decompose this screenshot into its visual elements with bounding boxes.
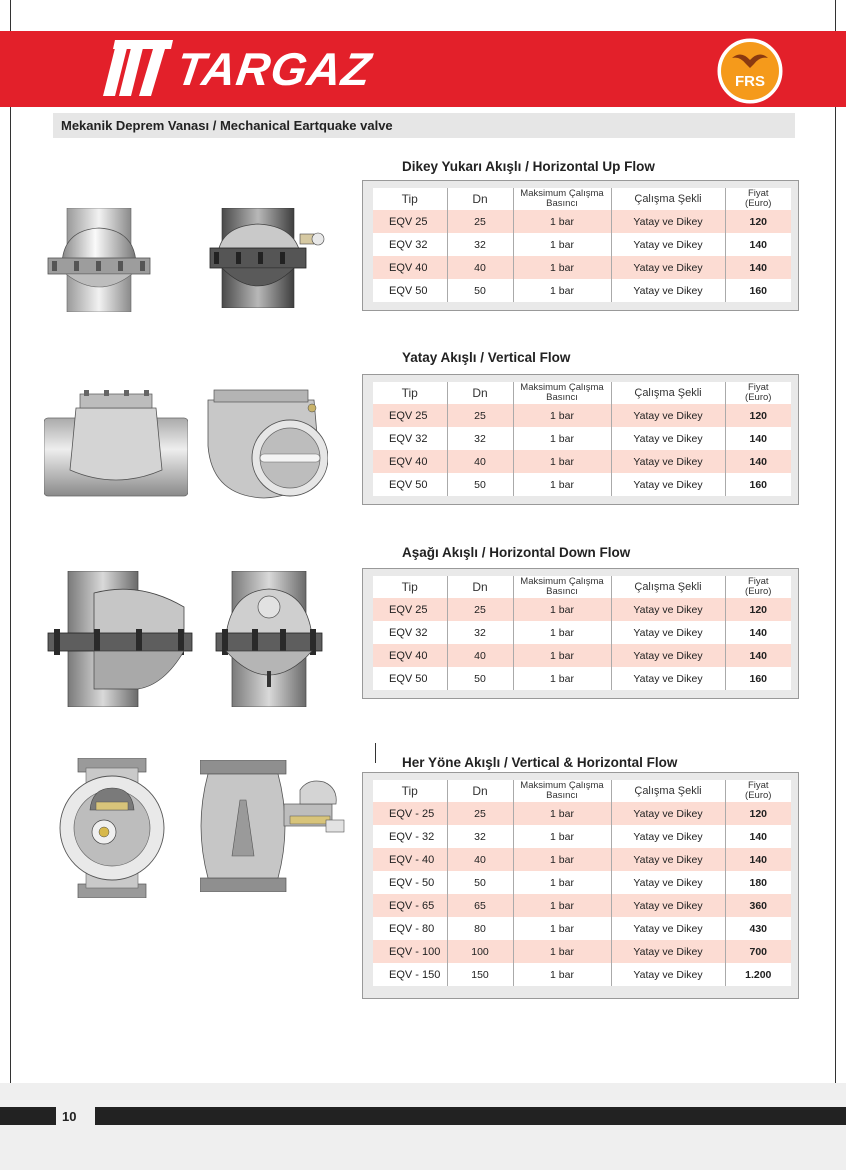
price-table-all-directions xyxy=(362,772,799,999)
table-row: EQV - 80 80 1 bar Yatay ve Dikey 430 xyxy=(373,917,791,940)
table-row: EQV 50 50 1 bar Yatay ve Dikey 160 xyxy=(373,279,791,302)
targaz-logo-mark-icon xyxy=(95,38,173,100)
table-row: EQV 40 40 1 bar Yatay ve Dikey 140 xyxy=(373,256,791,279)
table-row: EQV 32 32 1 bar Yatay ve Dikey 140 xyxy=(373,427,791,450)
table-row: EQV - 25 25 1 bar Yatay ve Dikey 120 xyxy=(373,802,791,825)
header-mode: Çalışma Şekli xyxy=(611,188,725,210)
header-pressure: Maksimum Çalışma Basıncı xyxy=(513,188,611,210)
table-header-row: Tip Dn Maksimum Çalışma Basıncı Çalışma Şekli Fiyat (Euro) xyxy=(373,576,791,598)
table-row: EQV - 150 150 1 bar Yatay ve Dikey 1.200 xyxy=(373,963,791,986)
table-row: EQV 50 50 1 bar Yatay ve Dikey 160 xyxy=(373,473,791,496)
table-row: EQV 25 25 1 bar Yatay ve Dikey 120 xyxy=(373,404,791,427)
frs-badge-icon xyxy=(708,36,792,106)
badge-text: FRS xyxy=(735,73,765,90)
table-row: EQV - 100 100 1 bar Yatay ve Dikey 700 xyxy=(373,940,791,963)
section-title-vertical-flow: Yatay Akışlı / Vertical Flow xyxy=(402,350,571,365)
footer-band xyxy=(0,1083,846,1170)
table-row: EQV 50 50 1 bar Yatay ve Dikey 160 xyxy=(373,667,791,690)
brand-name: TARGAZ xyxy=(173,43,375,95)
header-price: Fiyat (Euro) xyxy=(725,188,791,210)
valve-all-direction-side-icon xyxy=(200,760,352,892)
table-row: EQV 40 40 1 bar Yatay ve Dikey 140 xyxy=(373,644,791,667)
valve-up-flow-front-icon xyxy=(44,208,154,312)
table-row: EQV 25 25 1 bar Yatay ve Dikey 120 xyxy=(373,598,791,621)
valve-down-flow-front-icon xyxy=(44,571,194,707)
subtitle-bar xyxy=(53,113,795,138)
table-row: EQV 32 32 1 bar Yatay ve Dikey 140 xyxy=(373,621,791,644)
page-subtitle: Mekanik Deprem Vanası / Mechanical Eartquake valve xyxy=(61,118,393,133)
valve-all-direction-front-icon xyxy=(56,758,168,898)
table-row: EQV - 40 40 1 bar Yatay ve Dikey 140 xyxy=(373,848,791,871)
brand-logo xyxy=(95,38,375,100)
table-header-row xyxy=(373,188,791,210)
header-dn: Dn xyxy=(447,188,513,210)
table-header-row: Tip Dn Maksimum Çalışma Basıncı Çalışma Şekli Fiyat (Euro) xyxy=(373,780,791,802)
section-title-down-flow: Aşağı Akışlı / Horizontal Down Flow xyxy=(402,545,631,560)
price-table-down-flow xyxy=(362,568,799,699)
table-row: EQV 40 40 1 bar Yatay ve Dikey 140 xyxy=(373,450,791,473)
page-number: 10 xyxy=(62,1109,77,1124)
footer-bar-left xyxy=(0,1107,56,1125)
text-cursor xyxy=(375,743,376,763)
section-title-all-directions: Her Yöne Akışlı / Vertical & Horizontal Flow xyxy=(402,755,678,770)
valve-vertical-flow-side-icon xyxy=(204,386,328,500)
table-row: EQV - 32 32 1 bar Yatay ve Dikey 140 xyxy=(373,825,791,848)
table-row: EQV 32 32 1 bar Yatay ve Dikey 140 xyxy=(373,233,791,256)
section-title-up-flow: Dikey Yukarı Akışlı / Horizontal Up Flow xyxy=(402,159,655,174)
valve-up-flow-side-icon xyxy=(208,208,326,308)
table-header-row: Tip Dn Maksimum Çalışma Basıncı Çalışma Şekli Fiyat (Euro) xyxy=(373,382,791,404)
valve-vertical-flow-front-icon xyxy=(44,390,188,500)
price-table-vertical-flow xyxy=(362,374,799,505)
price-table-up-flow xyxy=(362,180,799,311)
footer-bar-right xyxy=(95,1107,846,1125)
table-row: EQV - 65 65 1 bar Yatay ve Dikey 360 xyxy=(373,894,791,917)
table-row: EQV - 50 50 1 bar Yatay ve Dikey 180 xyxy=(373,871,791,894)
valve-down-flow-side-icon xyxy=(212,571,326,707)
table-row: EQV 25 25 1 bar Yatay ve Dikey 120 xyxy=(373,210,791,233)
header-tip: Tip xyxy=(401,192,418,206)
